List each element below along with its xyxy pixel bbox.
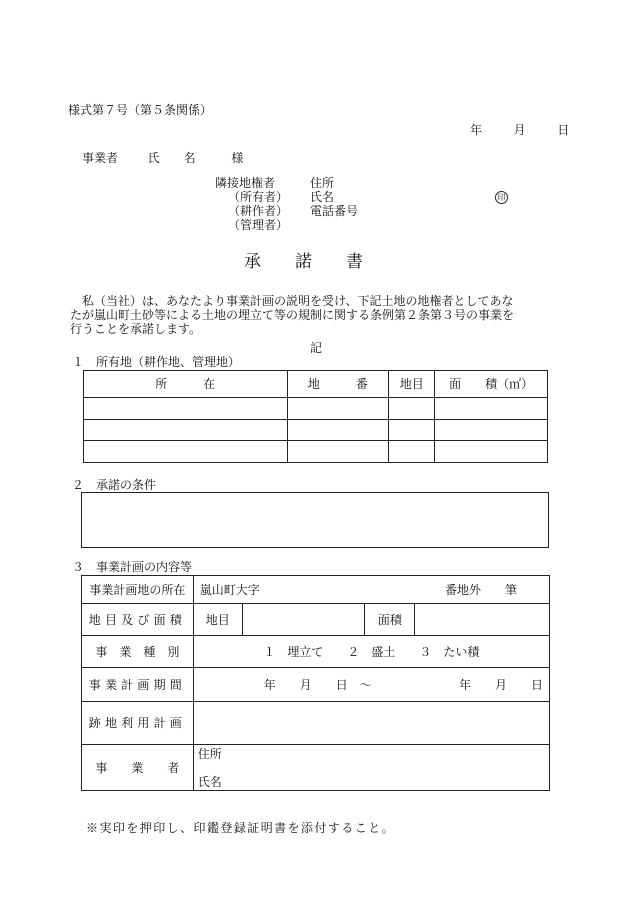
landholding-table [83, 370, 548, 463]
section3-heading: ３ 事業計画の内容等 [72, 560, 193, 574]
document-title: 承 諾 書 [244, 252, 363, 272]
neighbor-phone-label: 電話番号 [310, 204, 359, 218]
operator-label: 事 業 者 [82, 745, 194, 791]
chimoku-value[interactable] [242, 604, 365, 636]
header-lot-number: 地 番 [287, 371, 389, 398]
seal-icon: 印 [495, 189, 508, 204]
project-type-label: 事 業 種 別 [82, 636, 194, 668]
project-table [81, 575, 550, 791]
table-row [84, 441, 548, 463]
date-line [470, 123, 569, 137]
footnote: ※実印を押印し、印鑑登録証明書を添付すること。 [86, 821, 396, 835]
cell-lot-number[interactable] [287, 420, 389, 441]
neighbor-role-owner: （所有者） [228, 190, 289, 204]
header-area: 面 積（㎡） [435, 371, 548, 398]
body-line-2: たが嵐山町土砂等による土地の埋立て等の規制に関する条例第２条第３号の事業を [70, 308, 515, 322]
period-end: 年 月 日 [458, 677, 543, 692]
operator-cell[interactable] [193, 745, 549, 791]
body-line-1: 私（当社）は、あなたより事業計画の説明を受け、下記土地の地権者としてあな [70, 294, 514, 308]
project-type-options[interactable]: １ 埋立て ２ 盛土 ３ たい積 [193, 636, 549, 668]
date-day: 日 [557, 123, 570, 137]
conditions-box[interactable] [81, 492, 549, 548]
addressee-honorific: 様 [231, 151, 244, 165]
addressee [82, 151, 243, 165]
cell-location[interactable] [84, 398, 288, 420]
cell-lot-number[interactable] [287, 398, 389, 420]
neighbor-role-cultivator: （耕作者） [228, 204, 289, 218]
land-area-label: 地目及び面積 [82, 604, 194, 636]
neighbor-name-label: 氏名 [310, 190, 335, 204]
section2-heading: ２ 承諾の条件 [72, 478, 157, 492]
cell-lot-number[interactable] [287, 441, 389, 463]
ki-label: 記 [310, 341, 323, 355]
cell-land-category[interactable] [389, 420, 435, 441]
project-period-label: 事業計画期間 [82, 668, 194, 702]
header-location: 所 在 [84, 371, 288, 398]
area-value[interactable] [415, 604, 550, 636]
operator-name-label: 氏名 [197, 775, 222, 789]
period-start: 年 月 日 [263, 677, 348, 692]
location-suffix: 番地外 筆 [444, 582, 517, 597]
table-row [84, 420, 548, 441]
date-month: 月 [513, 123, 526, 137]
location-label: 事業計画地の所在 [82, 576, 194, 604]
reuse-plan-label: 跡地利用計画 [82, 702, 194, 745]
cell-area[interactable] [435, 441, 548, 463]
cell-area[interactable] [435, 398, 548, 420]
neighbor-title: 隣接地権者 [215, 176, 276, 190]
area-label: 面積 [365, 604, 415, 636]
body-line-3: 行うことを承諾します。 [70, 322, 202, 336]
reuse-plan-value[interactable] [193, 702, 549, 745]
location-cell[interactable] [193, 576, 549, 604]
operator-address-label: 住所 [197, 747, 222, 761]
cell-land-category[interactable] [389, 441, 435, 463]
location-prefix: 嵐山町大字 [199, 582, 260, 597]
cell-area[interactable] [435, 420, 548, 441]
chimoku-label: 地目 [193, 604, 242, 636]
project-period-cell[interactable] [193, 668, 549, 702]
neighbor-role-manager: （管理者） [228, 218, 289, 232]
period-separator: ～ [359, 677, 372, 692]
cell-land-category[interactable] [389, 398, 435, 420]
addressee-name-label: 氏 名 [147, 151, 196, 165]
addressee-label: 事業者 [82, 151, 119, 165]
table-row [84, 398, 548, 420]
cell-location[interactable] [84, 420, 288, 441]
cell-location[interactable] [84, 441, 288, 463]
header-land-category: 地目 [389, 371, 435, 398]
neighbor-address-label: 住所 [310, 176, 335, 190]
form-number: 様式第７号（第５条関係） [68, 103, 213, 117]
date-year: 年 [470, 123, 483, 137]
section1-heading: １ 所有地（耕作地、管理地） [72, 355, 241, 369]
